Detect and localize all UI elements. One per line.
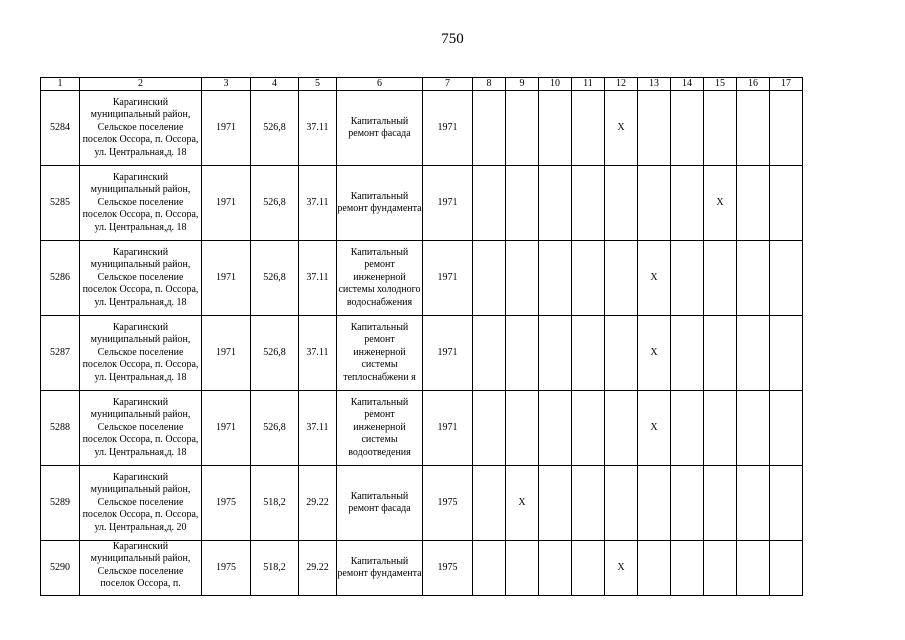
row-number-cell: 5287	[41, 316, 80, 391]
period-cell-col-14	[671, 541, 704, 596]
period-cell-col-12	[605, 466, 638, 541]
period-cell-col-10	[539, 316, 572, 391]
period-cell-col-13: X	[638, 316, 671, 391]
table-row	[41, 466, 803, 541]
work-type-cell: Капитальный ремонт фасада	[337, 466, 423, 541]
period-cell-col-16	[737, 166, 770, 241]
address-cell: Карагинский муниципальный район, Сельское поселение поселок Оссора, п. Оссора, ул. Центральная,д. 18	[80, 91, 202, 166]
period-cell-col-12: X	[605, 91, 638, 166]
period-cell-col-9: X	[506, 466, 539, 541]
period-cell-col-15	[704, 241, 737, 316]
column-number-cell: 17	[770, 78, 803, 91]
column-number-header-row	[41, 78, 803, 91]
column-number-cell: 12	[605, 78, 638, 91]
work-type-cell: Капитальный ремонт инженерной системы теплоснабжени я	[337, 316, 423, 391]
period-cell-col-16	[737, 241, 770, 316]
work-type-cell: Капитальный ремонт инженерной системы холодного водоснабжения	[337, 241, 423, 316]
build-year-cell: 1971	[202, 316, 251, 391]
page-number: 750	[441, 31, 464, 47]
wear-cell: 37.11	[299, 316, 337, 391]
plan-year-cell: 1971	[423, 241, 473, 316]
column-number-cell: 1	[41, 78, 80, 91]
period-cell-col-16	[737, 541, 770, 596]
column-number-cell: 4	[251, 78, 299, 91]
wear-cell: 37.11	[299, 166, 337, 241]
column-number-cell: 5	[299, 78, 337, 91]
wear-cell: 29.22	[299, 466, 337, 541]
row-number-cell: 5288	[41, 391, 80, 466]
period-cell-col-8	[473, 391, 506, 466]
period-cell-col-12: X	[605, 541, 638, 596]
period-cell-col-14	[671, 466, 704, 541]
period-cell-col-11	[572, 91, 605, 166]
capital-repair-table	[40, 77, 803, 596]
period-cell-col-10	[539, 91, 572, 166]
address-cell: Карагинский муниципальный район, Сельское поселение поселок Оссора, п. Оссора, ул. Центральная,д. 18	[80, 316, 202, 391]
address-cell: Карагинский муниципальный район, Сельское поселение поселок Оссора, п.	[80, 541, 202, 596]
column-number-cell: 9	[506, 78, 539, 91]
period-cell-col-12	[605, 241, 638, 316]
period-cell-col-16	[737, 316, 770, 391]
work-type-cell: Капитальный ремонт фундамента	[337, 541, 423, 596]
period-cell-col-9	[506, 91, 539, 166]
address-cell: Карагинский муниципальный район, Сельское поселение поселок Оссора, п. Оссора, ул. Центральная,д. 18	[80, 391, 202, 466]
period-cell-col-10	[539, 466, 572, 541]
period-cell-col-14	[671, 91, 704, 166]
column-number-cell: 16	[737, 78, 770, 91]
period-cell-col-11	[572, 466, 605, 541]
area-cell: 526,8	[251, 391, 299, 466]
column-number-cell: 14	[671, 78, 704, 91]
period-cell-col-8	[473, 316, 506, 391]
period-cell-col-17	[770, 466, 803, 541]
plan-year-cell: 1971	[423, 91, 473, 166]
period-cell-col-11	[572, 166, 605, 241]
period-cell-col-17	[770, 391, 803, 466]
column-number-cell: 7	[423, 78, 473, 91]
period-cell-col-13	[638, 466, 671, 541]
period-cell-col-11	[572, 316, 605, 391]
period-cell-col-9	[506, 316, 539, 391]
period-cell-col-14	[671, 391, 704, 466]
row-number-cell: 5290	[41, 541, 80, 596]
area-cell: 526,8	[251, 91, 299, 166]
period-cell-col-17	[770, 541, 803, 596]
address-cell: Карагинский муниципальный район, Сельское поселение поселок Оссора, п. Оссора, ул. Центральная,д. 18	[80, 241, 202, 316]
period-cell-col-15: X	[704, 166, 737, 241]
area-cell: 526,8	[251, 241, 299, 316]
row-number-cell: 5284	[41, 91, 80, 166]
column-number-cell: 15	[704, 78, 737, 91]
period-cell-col-17	[770, 241, 803, 316]
period-cell-col-15	[704, 316, 737, 391]
period-cell-col-8	[473, 541, 506, 596]
build-year-cell: 1975	[202, 466, 251, 541]
period-cell-col-11	[572, 541, 605, 596]
period-cell-col-12	[605, 166, 638, 241]
area-cell: 518,2	[251, 541, 299, 596]
column-number-cell: 10	[539, 78, 572, 91]
table-row	[41, 391, 803, 466]
period-cell-col-8	[473, 466, 506, 541]
period-cell-col-9	[506, 166, 539, 241]
period-cell-col-16	[737, 91, 770, 166]
row-number-cell: 5285	[41, 166, 80, 241]
plan-year-cell: 1975	[423, 466, 473, 541]
work-type-cell: Капитальный ремонт фасада	[337, 91, 423, 166]
build-year-cell: 1971	[202, 91, 251, 166]
period-cell-col-9	[506, 391, 539, 466]
period-cell-col-15	[704, 541, 737, 596]
period-cell-col-10	[539, 241, 572, 316]
period-cell-col-9	[506, 541, 539, 596]
area-cell: 518,2	[251, 466, 299, 541]
plan-year-cell: 1971	[423, 391, 473, 466]
period-cell-col-13	[638, 541, 671, 596]
period-cell-col-8	[473, 241, 506, 316]
period-cell-col-17	[770, 166, 803, 241]
column-number-cell: 11	[572, 78, 605, 91]
period-cell-col-13: X	[638, 391, 671, 466]
plan-year-cell: 1971	[423, 316, 473, 391]
period-cell-col-14	[671, 316, 704, 391]
row-number-cell: 5286	[41, 241, 80, 316]
table-row	[41, 166, 803, 241]
period-cell-col-10	[539, 166, 572, 241]
wear-cell: 29.22	[299, 541, 337, 596]
plan-year-cell: 1975	[423, 541, 473, 596]
table-row	[41, 541, 803, 596]
wear-cell: 37.11	[299, 391, 337, 466]
area-cell: 526,8	[251, 316, 299, 391]
column-number-cell: 13	[638, 78, 671, 91]
work-type-cell: Капитальный ремонт фундамента	[337, 166, 423, 241]
period-cell-col-15	[704, 391, 737, 466]
period-cell-col-12	[605, 316, 638, 391]
period-cell-col-16	[737, 466, 770, 541]
period-cell-col-17	[770, 316, 803, 391]
build-year-cell: 1975	[202, 541, 251, 596]
period-cell-col-12	[605, 391, 638, 466]
column-number-cell: 6	[337, 78, 423, 91]
build-year-cell: 1971	[202, 166, 251, 241]
table-row	[41, 241, 803, 316]
area-cell: 526,8	[251, 166, 299, 241]
address-cell: Карагинский муниципальный район, Сельское поселение поселок Оссора, п. Оссора, ул. Центральная,д. 20	[80, 466, 202, 541]
period-cell-col-11	[572, 391, 605, 466]
period-cell-col-14	[671, 166, 704, 241]
table-row	[41, 316, 803, 391]
period-cell-col-14	[671, 241, 704, 316]
period-cell-col-15	[704, 91, 737, 166]
work-type-cell: Капитальный ремонт инженерной системы водоотведения	[337, 391, 423, 466]
period-cell-col-10	[539, 391, 572, 466]
period-cell-col-9	[506, 241, 539, 316]
wear-cell: 37.11	[299, 91, 337, 166]
period-cell-col-13: X	[638, 241, 671, 316]
column-number-cell: 3	[202, 78, 251, 91]
plan-year-cell: 1971	[423, 166, 473, 241]
wear-cell: 37.11	[299, 241, 337, 316]
period-cell-col-13	[638, 166, 671, 241]
column-number-cell: 8	[473, 78, 506, 91]
table-row	[41, 91, 803, 166]
build-year-cell: 1971	[202, 241, 251, 316]
period-cell-col-8	[473, 91, 506, 166]
period-cell-col-11	[572, 241, 605, 316]
period-cell-col-15	[704, 466, 737, 541]
period-cell-col-13	[638, 91, 671, 166]
row-number-cell: 5289	[41, 466, 80, 541]
period-cell-col-16	[737, 391, 770, 466]
column-number-cell: 2	[80, 78, 202, 91]
address-cell: Карагинский муниципальный район, Сельское поселение поселок Оссора, п. Оссора, ул. Центральная,д. 18	[80, 166, 202, 241]
period-cell-col-10	[539, 541, 572, 596]
build-year-cell: 1971	[202, 391, 251, 466]
period-cell-col-8	[473, 166, 506, 241]
period-cell-col-17	[770, 91, 803, 166]
